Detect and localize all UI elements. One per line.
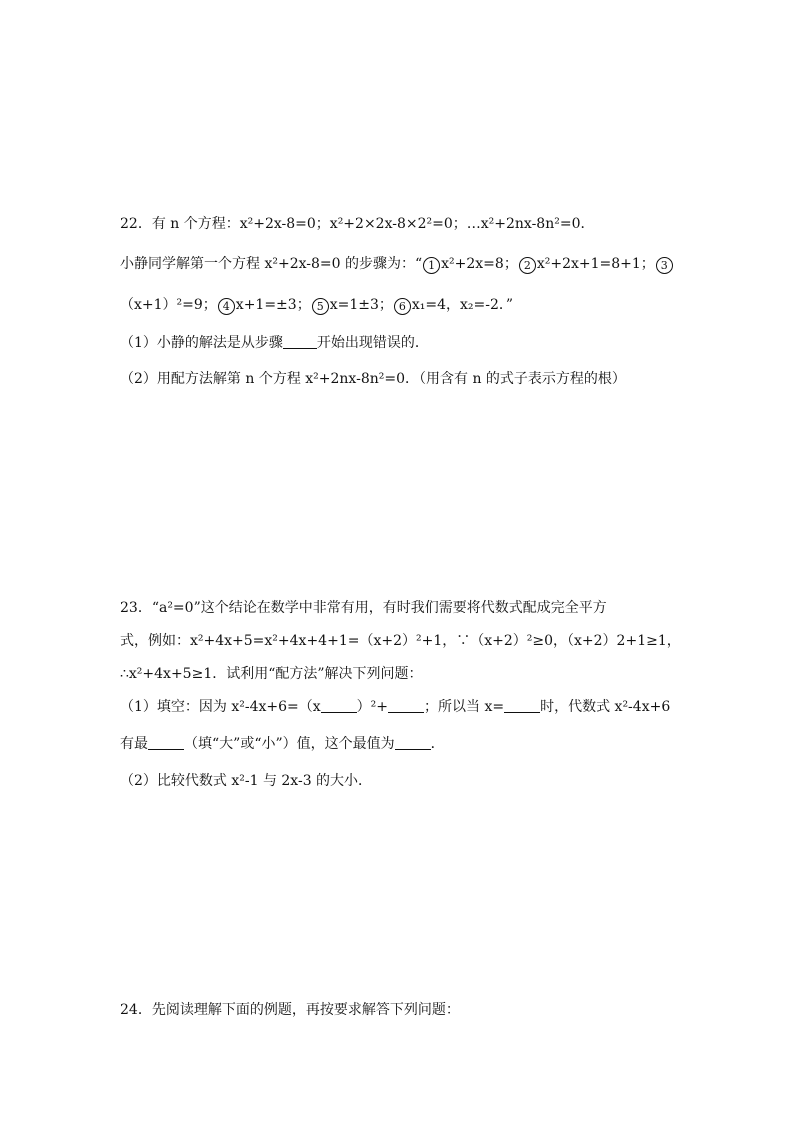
q22-line2-pre: 小静同学解第一个方程 x²+2x-8=0 的步骤为：“ [120, 256, 423, 272]
q23-part1-line2 [120, 734, 445, 754]
q23-part2: （2）比较代数式 x²-1 与 2x-3 的大小． [120, 773, 373, 789]
q22-line2 [120, 254, 674, 274]
q22-answer-blank[interactable] [283, 334, 317, 349]
step-6-text: x₁=4，x₂=-2．” [411, 297, 514, 313]
step-5-marker: 5 [312, 298, 329, 315]
q22-part1-pre: （1）小静的解法是从步骤 [120, 335, 283, 351]
step-4-marker: 4 [218, 298, 235, 315]
q22-line1: 22．有 n 个方程：x²+2x-8=0；x²+2×2x-8×2²=0；…x²+2nx-8n²=0． [120, 216, 595, 232]
q23-blank-3[interactable] [504, 698, 540, 713]
q23-line3: ∴x²+4x+5≥1．试利用“配方法”解决下列问题： [120, 666, 423, 682]
q24-line1: 24．先阅读理解下面的例题，再按要求解答下列问题： [120, 1002, 460, 1018]
q23-blank-4[interactable] [148, 735, 184, 750]
q23-fill-b: ）²+ [356, 699, 389, 715]
q23-line1: 23．“a²=0”这个结论在数学中非常有用，有时我们需要将代数式配成完全平方 [120, 600, 607, 616]
q22-part1-post: 开始出现错误的． [316, 335, 429, 351]
q23-fill2-b: （填“大”或“小”）值，这个最值为 [184, 736, 395, 752]
q22-line3 [120, 295, 513, 315]
q22-part2: （2）用配方法解第 n 个方程 x²+2nx-8n²=0．（用含有 n 的式子表示方程的根） [120, 371, 626, 387]
step-4-text: x+1=±3； [235, 297, 311, 313]
step-1-text: x²+2x=8； [441, 256, 518, 272]
q23-blank-1[interactable] [321, 698, 357, 713]
step-5-text: x=1±3； [329, 297, 393, 313]
step-3-text: （x+1）²=9； [120, 297, 217, 313]
q23-part1-line1 [120, 697, 670, 717]
q23-fill2-c: ． [430, 736, 445, 752]
q23-fill-a: （1）填空：因为 x²-4x+6=（x [120, 699, 321, 715]
step-1-marker: 1 [423, 257, 440, 274]
q23-line2: 式，例如：x²+4x+5=x²+4x+4+1=（x+2）²+1，∵（x+2）²≥0，（x+2）2+1≥1， [120, 633, 681, 649]
step-3-marker: 3 [656, 257, 673, 274]
q22-part1 [120, 333, 429, 353]
step-2-text: x²+2x+1=8+1； [536, 256, 655, 272]
step-2-marker: 2 [519, 257, 536, 274]
q23-fill-c: ；所以当 x= [424, 699, 505, 715]
q23-fill2-a: 有最 [120, 736, 148, 752]
step-6-marker: 6 [394, 298, 411, 315]
q23-fill-d: 时，代数式 x²-4x+6 [540, 699, 671, 715]
q23-blank-5[interactable] [395, 735, 431, 750]
q23-blank-2[interactable] [388, 698, 424, 713]
